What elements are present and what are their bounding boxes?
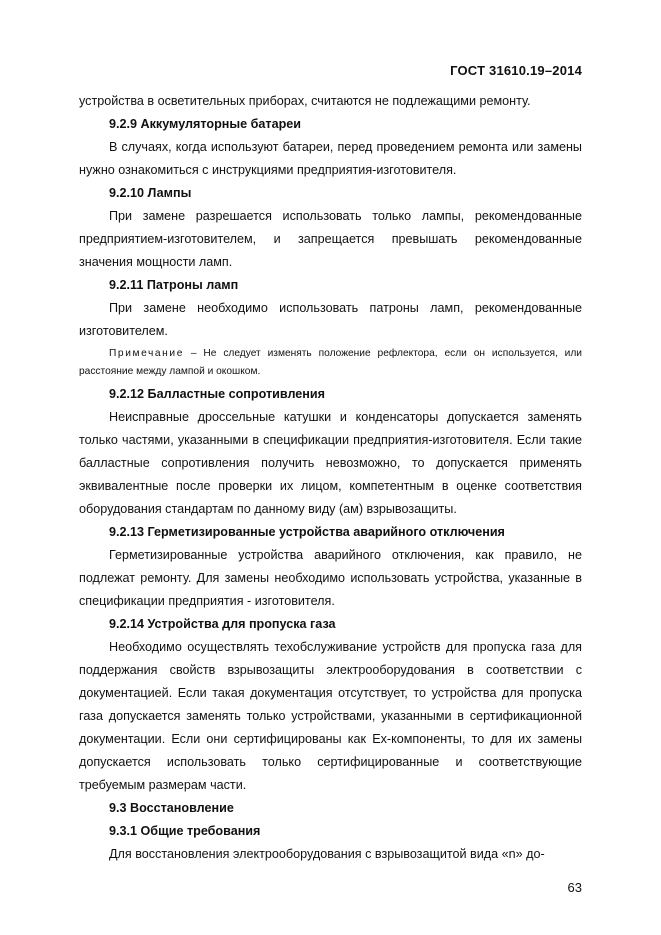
paragraph: При замене необходимо использовать патроны ламп, рекомендованные изготовителем. bbox=[79, 301, 582, 338]
paragraph: Необходимо осуществлять техобслуживание устройств для пропуска газа для поддержания свойств взрывозащиты электрооборудования в соответствии с документацией. Если такая документация отсутствует, то устройства для пропуска газа допускается заменять только устройствами, указанными в сертификационной документации. Если они сертифицированы как Ex-компоненты, то для их замены допускается использовать только сертифицированные и соответствующие требуемым размерам части. bbox=[79, 640, 582, 792]
document-code: ГОСТ 31610.19–2014 bbox=[450, 63, 582, 78]
section-heading: 9.2.11 Патроны ламп bbox=[109, 278, 239, 292]
note-text: – Не следует изменять положение рефлектора, если он используется, или расстояние между лампой и окошком. bbox=[79, 348, 582, 377]
paragraph: В случаях, когда используют батареи, перед проведением ремонта или замены нужно ознакомиться с инструкциями предприятия-изготовителя. bbox=[79, 140, 582, 177]
section-heading: 9.2.14 Устройства для пропуска газа bbox=[109, 617, 336, 631]
paragraph: Герметизированные устройства аварийного отключения, как правило, не подлежат ремонту. Для замены необходимо использовать устройства, указанные в спецификации предприятия - изготовителя. bbox=[79, 548, 582, 608]
section-heading: 9.2.12 Балластные сопротивления bbox=[109, 387, 326, 401]
note bbox=[79, 343, 582, 383]
paragraph: устройства в осветительных приборах, считаются не подлежащими ремонту. bbox=[79, 94, 531, 108]
section-heading: 9.2.10 Лампы bbox=[109, 186, 192, 200]
section-heading: 9.3 Восстановление bbox=[109, 801, 234, 815]
note-label: Примечание bbox=[109, 348, 184, 359]
section-heading: 9.2.9 Аккумуляторные батареи bbox=[109, 117, 302, 131]
section-heading: 9.3.1 Общие требования bbox=[109, 824, 261, 838]
paragraph: Для восстановления электрооборудования с взрывозащитой вида «n» до- bbox=[109, 847, 545, 861]
document-body bbox=[79, 90, 582, 866]
section-heading: 9.2.13 Герметизированные устройства аварийного отключения bbox=[109, 525, 505, 539]
page-number: 63 bbox=[567, 880, 582, 895]
paragraph: Неисправные дроссельные катушки и конденсаторы допускается заменять только частями, указанными в спецификации предприятия-изготовителя. Если такие балластные сопротивления получить невозможно, то допускается применять эквивалентные после проверки их лицом, компетентным в оценке соответствия оборудования стандартам по данному виду (ам) взрывозащиты. bbox=[79, 410, 582, 516]
paragraph: При замене разрешается использовать только лампы, рекомендованные предприятием-изготовителем, и запрещается превышать рекомендованные значения мощности ламп. bbox=[79, 209, 582, 269]
